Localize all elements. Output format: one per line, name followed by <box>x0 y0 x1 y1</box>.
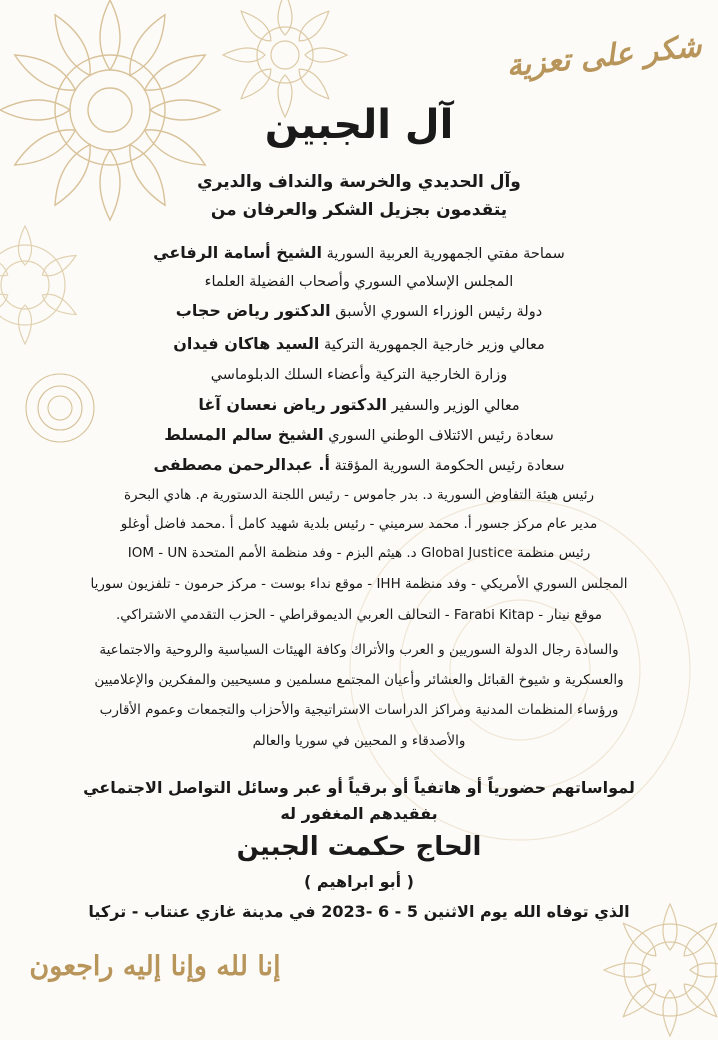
thanks-row: سعادة رئيس الائتلاف الوطني السوري الشيخ سالم المسلط <box>164 425 554 444</box>
verse-calligraphy: إنا لله وإنا إليه راجعون <box>29 951 281 982</box>
body-line: رئيس منظمة Global Justice د. هيثم البزم - وفد منظمة الأمم المتحدة IOM - UN <box>127 545 591 561</box>
thanks-row: معالي وزير خارجية الجمهورية التركية السيد هاكان فيدان <box>173 334 545 353</box>
thanks-row: معالي الوزير والسفير الدكتور رياض نعسان آغا <box>198 395 520 414</box>
notice-content <box>40 0 678 1024</box>
thanks-calligraphy: شكر على تعزية <box>504 28 704 85</box>
thanks-intro: يتقدمون بجزيل الشكر والعرفان من <box>210 200 508 220</box>
related-families: وآل الحديدي والخرسة والنداف والديري <box>197 172 521 192</box>
body-line: ورؤساء المنظمات المدنية ومراكز الدراسات الاستراتيجية والأحزاب والتجمعات وعموم الأقارب <box>99 702 619 718</box>
thanks-row: سعادة رئيس الحكومة السورية المؤقتة أ. عبدالرحمن مصطفى <box>153 455 565 474</box>
body-line: رئيس هيئة التفاوض السورية د. بدر جاموس - رئيس اللجنة الدستورية م. هادي البحرة <box>123 487 595 503</box>
family-name-title: آل الجبين <box>264 102 454 148</box>
thanks-row: دولة رئيس الوزراء السوري الأسبق الدكتور رياض حجاب <box>175 301 543 320</box>
body-line: والأصدقاء و المحبين في سوريا والعالم <box>252 733 466 749</box>
body-line: مدير عام مركز جسور أ. محمد سرميني - رئيس بلدية شهيد كامل أ .محمد فاضل أوغلو <box>120 516 598 532</box>
deceased-name: الحاج حكمت الجبين <box>236 832 482 862</box>
body-line: المجلس السوري الأمريكي - وفد منظمة IHH - موقع نداء بوست - مركز حرمون - تلفزيون سوريا <box>90 576 628 592</box>
thanks-row: سماحة مفتي الجمهورية العربية السورية الشيخ أسامة الرفاعي <box>153 243 565 262</box>
body-line: والعسكرية و شيوخ القبائل والعشائر وأعيان المجتمع مسلمين و مسيحيين والمفكرين والإعلاميين <box>94 672 624 688</box>
condolence-methods: لمواساتهم حضورياً أو هاتفياً أو برقياً أو عبر وسائل التواصل الاجتماعي <box>83 778 635 797</box>
loss-line: بفقيدهم المغفور له <box>280 804 438 823</box>
thanks-row: وزارة الخارجية التركية وأعضاء السلك الدبلوماسي <box>210 367 508 383</box>
death-details: الذي توفاه الله يوم الاثنين 5 - 6 -2023 في مدينة غازي عنتاب - تركيا <box>88 902 630 921</box>
thanks-row: المجلس الإسلامي السوري وأصحاب الفضيلة العلماء <box>204 274 514 290</box>
body-line: موقع نينار - Farabi Kitap - التحالف العربي الديموقراطي - الحزب التقدمي الاشتراكي. <box>115 607 603 623</box>
deceased-kunya: ( أبو ابراهيم ) <box>304 872 414 891</box>
body-line: والسادة رجال الدولة السوريين و العرب والأتراك وكافة الهيئات السياسية والروحية والاجتماعية <box>99 642 619 658</box>
